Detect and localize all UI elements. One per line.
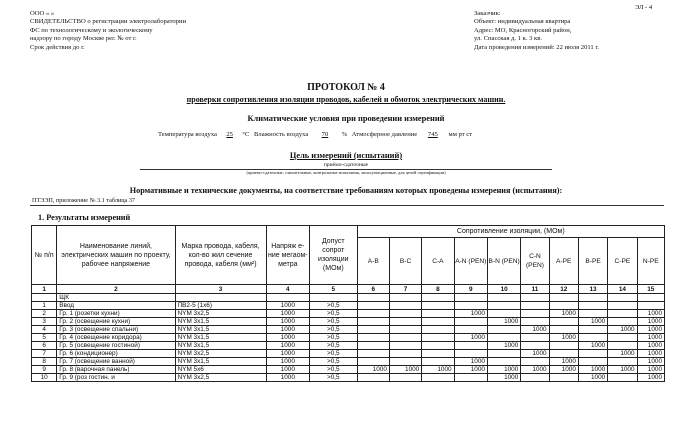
row-voltage: 1000: [266, 366, 309, 374]
row-allowed: >0,5: [310, 302, 358, 310]
table-row: [32, 350, 665, 358]
row-line-name: Гр. 2 (освещение кухни): [57, 318, 175, 326]
row-resistance-value: 1000: [454, 310, 487, 318]
row-resistance-value: 1000: [637, 342, 664, 350]
row-resistance-value: [454, 302, 487, 310]
header-sub-col: A-N (PEN): [454, 238, 487, 285]
row-resistance-value: [549, 326, 578, 334]
column-number: 12: [549, 285, 578, 294]
row-resistance-value: [389, 358, 421, 366]
row-resistance-value: [454, 326, 487, 334]
row-voltage: 1000: [266, 342, 309, 350]
norms-value: ПТЭЭП, приложение № 3.1 таблица 37: [32, 197, 136, 204]
column-number: 10: [487, 285, 520, 294]
row-resistance-value: 1000: [549, 358, 578, 366]
row-cable-brand: NYM 3х1,5: [175, 342, 266, 350]
row-resistance-value: [549, 374, 578, 382]
row-resistance-value: [521, 318, 549, 326]
row-resistance-value: [357, 334, 389, 342]
row-resistance-value: [357, 350, 389, 358]
column-number: 4: [266, 285, 309, 294]
row-line-name: Гр. 1 (розетки кухни): [57, 310, 175, 318]
column-number: 2: [57, 285, 175, 294]
temperature-unit: °С: [242, 131, 250, 138]
results-heading: 1. Результаты измерений: [38, 213, 131, 222]
row-resistance-value: [357, 302, 389, 310]
row-resistance-value: 1000: [454, 358, 487, 366]
row-resistance-value: [608, 342, 637, 350]
temperature-label: Температура воздуха: [158, 131, 217, 138]
row-resistance-value: [389, 350, 421, 358]
row-allowed: >0,5: [310, 366, 358, 374]
row-resistance-value: [578, 350, 607, 358]
row-resistance-value: 1000: [637, 310, 664, 318]
row-resistance-value: [422, 318, 454, 326]
row-resistance-value: [422, 302, 454, 310]
row-resistance-value: 1000: [637, 350, 664, 358]
page-label: ЭЛ - 4: [635, 4, 653, 11]
row-line-name: Гр. 5 (освещение гостиной): [57, 342, 175, 350]
row-cable-brand: NYM 3х1,5: [175, 358, 266, 366]
column-number: 6: [357, 285, 389, 294]
row-number: 9: [32, 366, 57, 374]
row-number: 3: [32, 318, 57, 326]
lab-registration: надзору по городу Москве рег. № от г.: [30, 35, 137, 43]
climate-line: [158, 131, 472, 138]
norms-heading: Нормативные и технические документы, на соответствие требованиям которых проведены измерения (испытания):: [129, 186, 563, 195]
row-allowed: >0,5: [310, 334, 358, 342]
row-resistance-value: [389, 318, 421, 326]
row-resistance-value: [578, 302, 607, 310]
row-resistance-value: [608, 318, 637, 326]
row-number: 4: [32, 326, 57, 334]
row-resistance-value: 1000: [549, 310, 578, 318]
row-cable-brand: NYM 3х2,5: [175, 310, 266, 318]
column-number: 14: [608, 285, 637, 294]
table-row: [32, 334, 665, 342]
row-resistance-value: [389, 326, 421, 334]
row-resistance-value: [454, 318, 487, 326]
header-cable-brand: Марка провода, кабеля, кол-во жил сечение провода, кабеля (мм²): [175, 226, 266, 285]
row-resistance-value: [422, 350, 454, 358]
pressure-value: 745: [427, 131, 438, 138]
row-resistance-value: 1000: [608, 326, 637, 334]
row-resistance-value: 1000: [608, 366, 637, 374]
row-resistance-value: [454, 342, 487, 350]
row-resistance-value: [389, 310, 421, 318]
row-resistance-value: [389, 342, 421, 350]
row-resistance-value: [487, 358, 520, 366]
row-resistance-value: 1000: [578, 342, 607, 350]
pressure-label: Атмосферное давление: [351, 131, 418, 138]
row-allowed: >0,5: [310, 350, 358, 358]
row-resistance-value: [608, 310, 637, 318]
column-number: 3: [175, 285, 266, 294]
column-number: 13: [578, 285, 607, 294]
header-sub-col: C-PE: [608, 238, 637, 285]
customer-info-block: [474, 10, 684, 52]
row-number: 6: [32, 342, 57, 350]
row-resistance-value: [549, 318, 578, 326]
humidity-value: 70: [321, 131, 329, 138]
row-allowed: >0,5: [310, 310, 358, 318]
row-resistance-value: 1000: [487, 374, 520, 382]
row-voltage: 1000: [266, 350, 309, 358]
row-voltage: 1000: [266, 310, 309, 318]
header-sub-col: C-N (PEN): [521, 238, 549, 285]
row-resistance-value: 1000: [578, 318, 607, 326]
column-number: 7: [389, 285, 421, 294]
address-street: ул. Спасская д. 1 к. 3 кв.: [474, 35, 543, 43]
pressure-unit: мм рт ст: [448, 131, 473, 138]
column-number: 11: [521, 285, 549, 294]
row-resistance-value: [578, 310, 607, 318]
humidity-unit: %: [341, 131, 348, 138]
row-resistance-value: [608, 334, 637, 342]
climate-heading: Климатические условия при проведении измерений: [247, 114, 445, 123]
lab-info-block: [30, 10, 290, 52]
row-resistance-value: 1000: [637, 334, 664, 342]
row-voltage: 1000: [266, 358, 309, 366]
row-resistance-value: [637, 302, 664, 310]
row-resistance-value: [389, 302, 421, 310]
header-megohmmeter-voltage: Напряж е-ние мегаом-метра: [266, 226, 309, 285]
table-row: [32, 374, 665, 382]
row-resistance-value: 1000: [637, 326, 664, 334]
row-voltage: 1000: [266, 326, 309, 334]
purpose-heading: Цель измерений (испытаний): [289, 151, 403, 160]
row-resistance-value: 1000: [549, 366, 578, 374]
row-resistance-value: [487, 310, 520, 318]
row-resistance-value: [578, 334, 607, 342]
purpose-value: приёмо-сдаточные: [323, 162, 369, 168]
row-resistance-value: [578, 326, 607, 334]
header-sub-col: C-A: [422, 238, 454, 285]
row-resistance-value: 1000: [637, 318, 664, 326]
header-sub-col: N-PE: [637, 238, 664, 285]
row-resistance-value: [422, 334, 454, 342]
row-resistance-value: [487, 302, 520, 310]
row-resistance-value: 1000: [637, 374, 664, 382]
header-insulation-resistance: Сопротивление изоляции, (МОм): [357, 226, 664, 238]
row-resistance-value: [357, 374, 389, 382]
row-resistance-value: 1000: [637, 358, 664, 366]
row-resistance-value: [521, 358, 549, 366]
row-allowed: >0,5: [310, 342, 358, 350]
table-row: [32, 310, 665, 318]
temperature-value: 25: [226, 131, 233, 138]
row-line-name: Гр. 9 (роз гостин. и: [57, 374, 175, 382]
row-resistance-value: [389, 374, 421, 382]
purpose-hint: (приемо-сдаточные, сличительные, контрольные испытания, эксплуатационные, для целей сертификации): [246, 170, 446, 175]
row-allowed: >0,5: [310, 374, 358, 382]
row-voltage: 1000: [266, 334, 309, 342]
row-number: 8: [32, 358, 57, 366]
row-resistance-value: [487, 326, 520, 334]
row-resistance-value: [549, 342, 578, 350]
column-number: 5: [310, 285, 358, 294]
row-resistance-value: 1000: [549, 334, 578, 342]
row-resistance-value: [422, 342, 454, 350]
row-resistance-value: 1000: [487, 366, 520, 374]
row-resistance-value: 1000: [578, 366, 607, 374]
row-resistance-value: [521, 302, 549, 310]
column-number: 1: [32, 285, 57, 294]
row-cable-brand: NYM 5х6: [175, 366, 266, 374]
header-sub-col: A-PE: [549, 238, 578, 285]
row-resistance-value: [549, 350, 578, 358]
row-resistance-value: 1000: [487, 318, 520, 326]
table-row: [32, 358, 665, 366]
row-allowed: >0,5: [310, 326, 358, 334]
table-row: [32, 318, 665, 326]
table-row: [32, 342, 665, 350]
row-cable-brand: NYM 3х2,5: [175, 350, 266, 358]
header-sub-col: A-B: [357, 238, 389, 285]
header-sub-col: B-PE: [578, 238, 607, 285]
row-line-name: Гр. 4 (освещение коридора): [57, 334, 175, 342]
results-table: [31, 225, 665, 382]
table-row: [32, 302, 665, 310]
row-number: 5: [32, 334, 57, 342]
row-resistance-value: 1000: [521, 350, 549, 358]
row-resistance-value: [608, 374, 637, 382]
row-cable-brand: NYM 3х1,5: [175, 318, 266, 326]
table-row: [32, 326, 665, 334]
row-resistance-value: [422, 326, 454, 334]
object: Объект: индивидуальная квартира: [474, 18, 571, 26]
row-resistance-value: [521, 374, 549, 382]
norms-underline: [30, 205, 664, 206]
row-allowed: >0,5: [310, 318, 358, 326]
row-number: 10: [32, 374, 57, 382]
row-resistance-value: 1000: [357, 366, 389, 374]
row-resistance-value: [549, 302, 578, 310]
row-cable-brand: NYM 3х1,5: [175, 334, 266, 342]
row-resistance-value: [608, 302, 637, 310]
row-line-name: Гр. 6 (кондиционер): [57, 350, 175, 358]
row-cable-brand: NYM 3х2,5: [175, 374, 266, 382]
row-resistance-value: 1000: [487, 342, 520, 350]
customer: Заказчик:: [474, 10, 501, 17]
row-resistance-value: 1000: [389, 366, 421, 374]
row-resistance-value: [454, 374, 487, 382]
row-line-name: Ввод: [57, 302, 175, 310]
row-resistance-value: 1000: [521, 366, 549, 374]
row-resistance-value: 1000: [521, 326, 549, 334]
row-voltage: 1000: [266, 318, 309, 326]
column-number: 8: [422, 285, 454, 294]
header-line-name: Наименование линий, электрических машин по проекту, рабочее напряжение: [57, 226, 175, 285]
lab-certificate: СВИДЕТЕЛЬСТВО о регистрации электролаборатории: [30, 18, 187, 26]
row-resistance-value: [357, 310, 389, 318]
row-voltage: 1000: [266, 302, 309, 310]
section-label: ЩК: [57, 294, 175, 302]
row-resistance-value: [608, 358, 637, 366]
row-voltage: 1000: [266, 374, 309, 382]
table-row: [32, 366, 665, 374]
row-resistance-value: 1000: [578, 374, 607, 382]
measurement-date: Дата проведения измерений: 22 июля 2011 г.: [474, 43, 599, 51]
lab-validity: Срок действия до г.: [30, 43, 85, 51]
row-resistance-value: [578, 358, 607, 366]
row-cable-brand: NYM 3х1,5: [175, 326, 266, 334]
row-resistance-value: [357, 326, 389, 334]
row-resistance-value: [487, 334, 520, 342]
humidity-label: Влажность воздуха: [254, 131, 309, 138]
protocol-title: ПРОТОКОЛ № 4: [307, 82, 385, 93]
row-resistance-value: [422, 358, 454, 366]
lab-authority: ФС по технологическому и экологическому: [30, 26, 153, 34]
header-allowed-resistance: Допуст сопрот изоляции (МОм): [310, 226, 358, 285]
column-number: 9: [454, 285, 487, 294]
row-resistance-value: [422, 374, 454, 382]
header-sub-col: B-N (PEN): [487, 238, 520, 285]
header-sub-col: B-C: [389, 238, 421, 285]
row-allowed: >0,5: [310, 358, 358, 366]
row-resistance-value: [357, 318, 389, 326]
protocol-subtitle: проверки сопротивления изоляции проводов, кабелей и обмоток электрических машин.: [186, 95, 506, 104]
row-resistance-value: 1000: [454, 366, 487, 374]
row-number: 1: [32, 302, 57, 310]
row-resistance-value: [487, 350, 520, 358]
row-line-name: Гр. 8 (варочная панель): [57, 366, 175, 374]
row-line-name: Гр. 3 (освещение спальни): [57, 326, 175, 334]
row-resistance-value: [389, 334, 421, 342]
row-resistance-value: 1000: [608, 350, 637, 358]
row-resistance-value: [422, 310, 454, 318]
row-line-name: Гр. 7 (освещение ванной): [57, 358, 175, 366]
row-resistance-value: [357, 358, 389, 366]
row-resistance-value: [521, 342, 549, 350]
address: Адрес: МО, Красногорский район,: [474, 26, 572, 34]
row-resistance-value: 1000: [422, 366, 454, 374]
lab-name: ООО « »: [30, 10, 55, 17]
header-number: № п/п: [32, 226, 57, 285]
row-resistance-value: [521, 310, 549, 318]
row-cable-brand: ПВ2-5 (1х6): [175, 302, 266, 310]
row-resistance-value: [521, 334, 549, 342]
row-resistance-value: 1000: [454, 334, 487, 342]
row-resistance-value: 1000: [637, 366, 664, 374]
row-number: 7: [32, 350, 57, 358]
row-resistance-value: [454, 350, 487, 358]
row-number: 2: [32, 310, 57, 318]
column-number: 15: [637, 285, 664, 294]
row-resistance-value: [357, 342, 389, 350]
